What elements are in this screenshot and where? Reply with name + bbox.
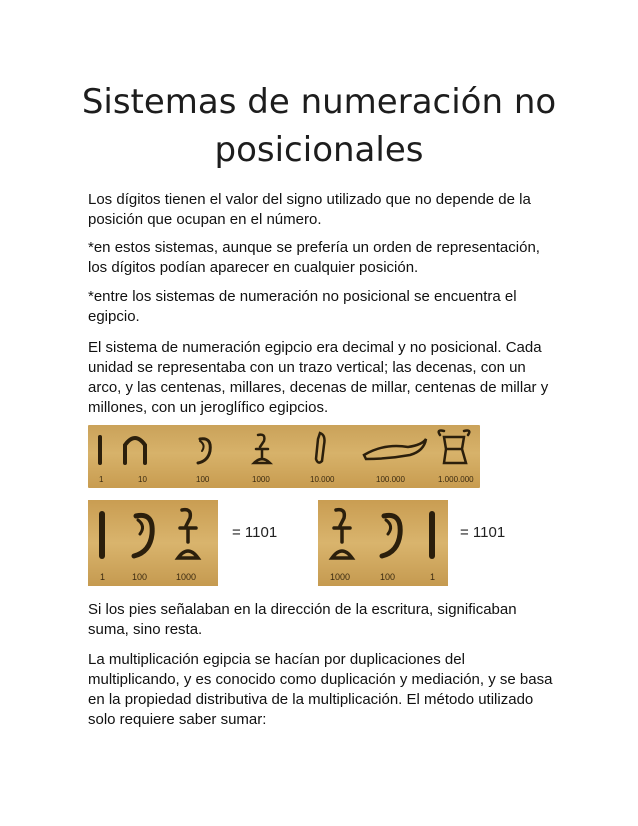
paragraph-direction: Si los pies señalaban en la dirección de la escritura, significaban suma, sino resta. [88,601,517,638]
coil-100-glyph [382,515,400,556]
example-1101-reverse [318,500,448,586]
value-label: 1000 [330,572,351,582]
value-label: 1 [430,572,436,582]
coil-100-glyph [134,515,152,556]
value-label: 1 [99,475,104,484]
example-1101-forward [88,500,218,586]
lotus-1000-glyph [254,435,270,463]
arch-10-glyph [125,438,145,463]
paragraph-multiplication: La multiplicación egipcia se hacían por duplicaciones del multiplicando, y es conocido como duplicación y mediación, y se basa en la propiedad distributiva de la multiplicación. El método utilizado solo requiere saber sumar: [88,651,553,728]
equals-result: = 1101 [232,524,278,541]
paragraph-order: *en estos sistemas, aunque se prefería un orden de representación, los dígitos podían aparecer en cualquier posición. [88,239,540,276]
value-label: 1.000.000 [438,475,474,484]
value-label: 100 [380,572,396,582]
paragraph-egyptian: *entre los sistemas de numeración no posicional se encuentra el egipcio. [88,288,517,325]
hieroglyph-values-image [88,425,480,488]
value-label: 100.000 [376,475,405,484]
value-label: 1000 [252,475,270,484]
value-label: 10 [138,475,147,484]
lotus-1000-glyph [332,510,352,558]
equals-result: = 1101 [460,524,506,541]
value-label: 100 [196,475,210,484]
value-label: 10.000 [310,475,335,484]
finger-10000-glyph [316,433,325,463]
example-forward-glyphs [88,500,218,586]
paragraph-definition: Los dígitos tienen el valor del signo utilizado que no depende de la posición que ocupan en el número. [88,191,531,228]
lotus-1000-glyph [178,510,198,558]
paragraph-egyptian-system: El sistema de numeración egipcio era decimal y no posicional. Cada unidad se representaba con un trazo vertical; las decenas, con un arco, y las centenas, millares, decenas de millar, centenas de millar y millones, con un jeroglífico egipcios. [88,339,549,416]
page-title: Sistemas de numeración no posicionales [81,82,557,170]
god-1000000-glyph [439,431,470,464]
value-label: 1 [100,572,106,582]
value-label: 100 [132,572,148,582]
tadpole-100000-glyph [364,439,426,459]
coil-100-glyph [198,439,210,463]
value-label: 1000 [176,572,197,582]
